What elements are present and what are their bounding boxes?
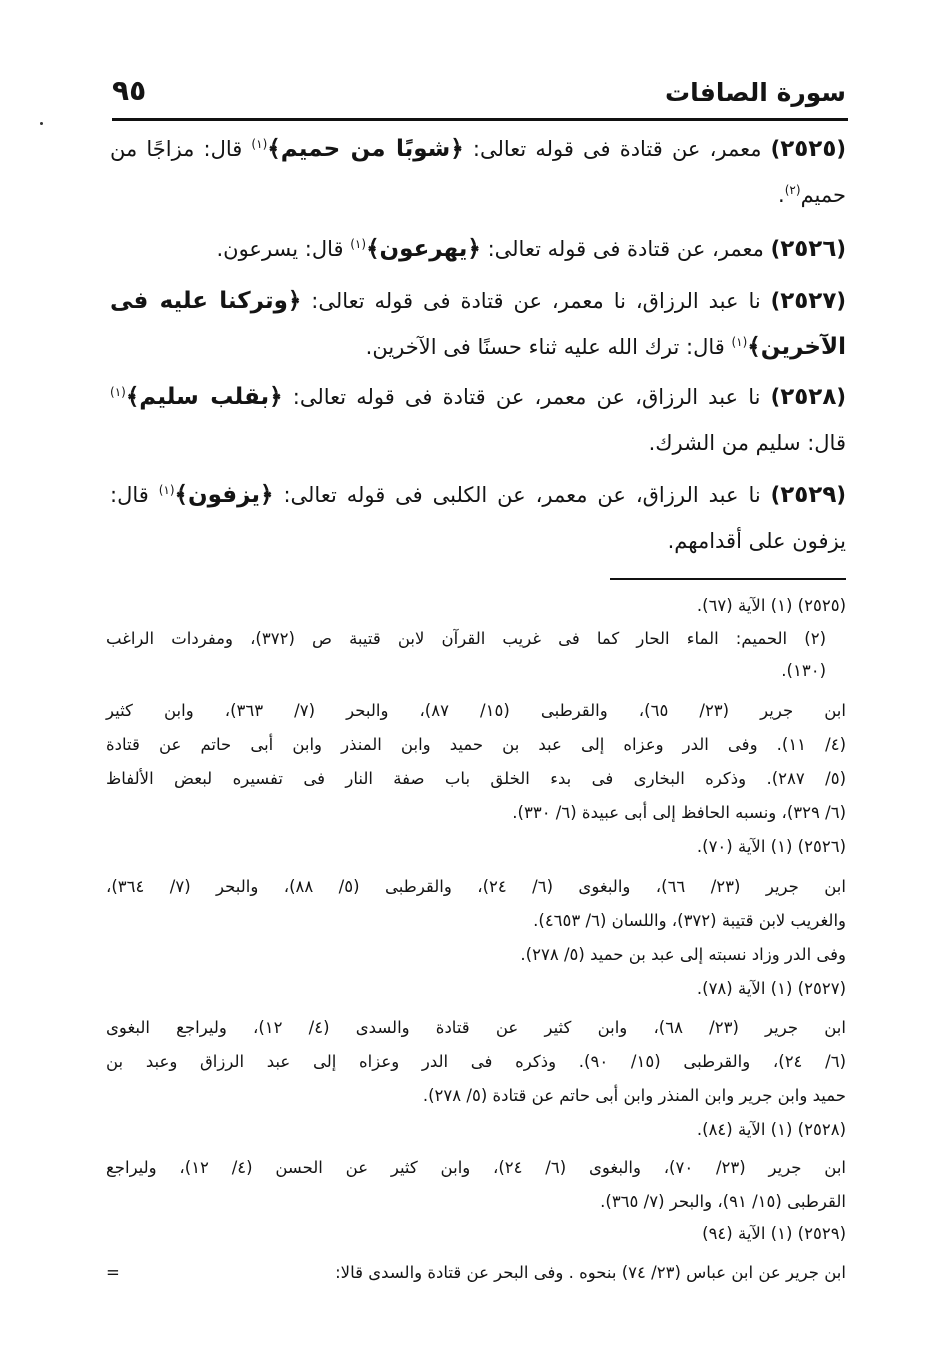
entry-number: ٢٥٢٦ [780, 236, 837, 262]
entry-open-paren: ( [836, 289, 846, 313]
entry-text: نا عبد الرزاق، عن معمر، عن الكلبى فى قوله تعالى: [273, 483, 761, 507]
footnote-ref: (٢) [784, 183, 801, 197]
entry-number: ٢٥٢٥ [780, 136, 837, 162]
entry-2529 [110, 472, 846, 564]
footnote-line: ابن جرير (٢٣/ ٦٦)، والبغوى (٦/ ٢٤)، والقرطبى (٥/ ٨٨)، والبحر (٧/ ٣٦٤)، [106, 877, 846, 896]
footnote-ref: (١) [158, 483, 175, 497]
quran-verse: ﴿وتركنا عليه فى الآخرين﴾ [110, 288, 846, 360]
entry-close-paren: ) [770, 137, 781, 161]
footnote-line: ابن جرير (٢٣/ ٦٨)، وابن كثير عن قتادة والسدى (٤/ ١٢)، وليراجع البغوى [106, 1018, 846, 1037]
quran-verse: ﴿يهرعون﴾ [366, 236, 481, 262]
entry-2526 [110, 226, 846, 272]
footnote-line: (٤/ ١١). وفى الدر وعزاه إلى عبد بن حميد وابن المنذر وابن أبى حاتم عن قتادة [106, 735, 846, 754]
footnote-line: وفى الدر وزاد نسبته إلى عبد بن حميد (٥/ ٢٧٨). [520, 945, 846, 964]
entry-number: ٢٥٢٨ [780, 384, 837, 410]
entry-text: قال: يسرعون. [216, 237, 351, 261]
footnote-line: (٢) الحميم: الماء الحار كما فى غريب القرآن لابن قتيبة ص (٣٧٢)، ومفردات الراغب [106, 629, 826, 648]
entry-text: معمر، عن قتادة فى قوله تعالى: [480, 237, 764, 261]
entry-text: نا عبد الرزاق، نا معمر، عن قتادة فى قوله تعالى: [301, 289, 761, 313]
entry-number: ٢٥٢٩ [780, 482, 837, 508]
footnote-line: (١٣٠). [781, 661, 826, 680]
quran-verse: ﴿بقلب سليم﴾ [125, 384, 283, 410]
header-rule [112, 118, 848, 121]
footnote-line: (٦/ ٣٢٩)، ونسبه الحافظ إلى أبى عبيدة (٦/ ٣٣٠). [512, 803, 846, 822]
entry-2527 [110, 278, 846, 370]
stray-mark [40, 122, 43, 125]
footnote-line: والغريب لابن قتيبة (٣٧٢)، واللسان (٦/ ٤٦٥٣). [533, 911, 846, 930]
entry-2528 [110, 374, 846, 466]
entry-open-paren: ( [836, 385, 846, 409]
footnote-line: القرطبى (١٥/ ٩١)، والبحر (٧/ ٣٦٥). [600, 1192, 846, 1211]
footnote-heading: (٢٥٢٨) (١) الآية (٨٤). [696, 1120, 846, 1139]
footnote-ref: (١) [251, 137, 268, 151]
footnote-line: ابن جرير (٢٣/ ٦٥)، والقرطبى (١٥/ ٨٧)، والبحر (٧/ ٣٦٣)، وابن كثير [106, 701, 846, 720]
entry-close-paren: ) [770, 483, 781, 507]
entry-text: نا عبد الرزاق، عن معمر، عن قتادة فى قوله تعالى: [282, 385, 761, 409]
footnote-heading: (٢٥٢٧) (١) الآية (٧٨). [696, 979, 846, 998]
footnote-line: (٦/ ٢٤)، والقرطبى (١٥/ ٩٠). وذكره فى الدر وعزاه إلى عبد الرزاق وعبد بن [106, 1052, 846, 1071]
entry-number: ٢٥٢٧ [780, 288, 837, 314]
entry-text: معمر، عن قتادة فى قوله تعالى: [463, 137, 762, 161]
footnote-ref: (١) [350, 237, 367, 251]
footnote-line-text: ابن جرير عن ابن عباس (٢٣/ ٧٤) بنحوه . وفى البحر عن قتادة والسدى قالا: [335, 1263, 846, 1282]
entry-close-paren: ) [770, 237, 781, 261]
entry-open-paren: ( [836, 137, 846, 161]
continuation-mark: = [106, 1263, 120, 1282]
entry-close-paren: ) [770, 385, 781, 409]
quran-verse: ﴿يزفون﴾ [174, 482, 274, 508]
entry-text: قال: يزفون على أقدامهم. [110, 483, 846, 553]
footnote-ref: (١) [110, 385, 126, 399]
footnote-line: حميد وابن جرير وابن المنذر وابن أبى حاتم عن قتادة (٥/ ٢٧٨). [422, 1086, 846, 1105]
footnote-line: (٥/ ٢٨٧). وذكره البخارى فى بدء الخلق باب صفة النار فى تفسيره لبعض الألفاظ [106, 769, 846, 788]
quran-verse: ﴿شوبًا من حميم﴾ [267, 136, 464, 162]
entry-text: قال: سليم من الشرك. [648, 431, 846, 455]
entry-close-paren: ) [770, 289, 781, 313]
surah-title: سورة الصافات [665, 78, 846, 107]
page-number: ٩٥ [112, 74, 147, 107]
entry-2525 [110, 126, 846, 218]
entry-text: قال: مزاجًا من حميم [110, 137, 846, 207]
entry-text: . [778, 183, 785, 207]
footnote-heading: (٢٥٢٩) (١) الآية (٩٤) [702, 1224, 846, 1243]
footnote-heading: (٢٥٢٥) (١) الآية (٦٧). [696, 596, 846, 615]
footnote-separator [610, 578, 846, 580]
entry-open-paren: ( [836, 237, 846, 261]
footnote-line: ابن جرير (٢٣/ ٧٠)، والبغوى (٦/ ٢٤)، وابن كثير عن الحسن (٤/ ١٢)، وليراجع [106, 1158, 847, 1177]
entry-text: قال: ترك الله عليه ثناء حسنًا فى الآخرين. [365, 335, 732, 359]
entry-open-paren: ( [836, 483, 846, 507]
footnote-heading: (٢٥٢٦) (١) الآية (٧٠). [696, 837, 846, 856]
footnote-ref: (١) [731, 335, 748, 349]
footnote-line [106, 1257, 846, 1288]
